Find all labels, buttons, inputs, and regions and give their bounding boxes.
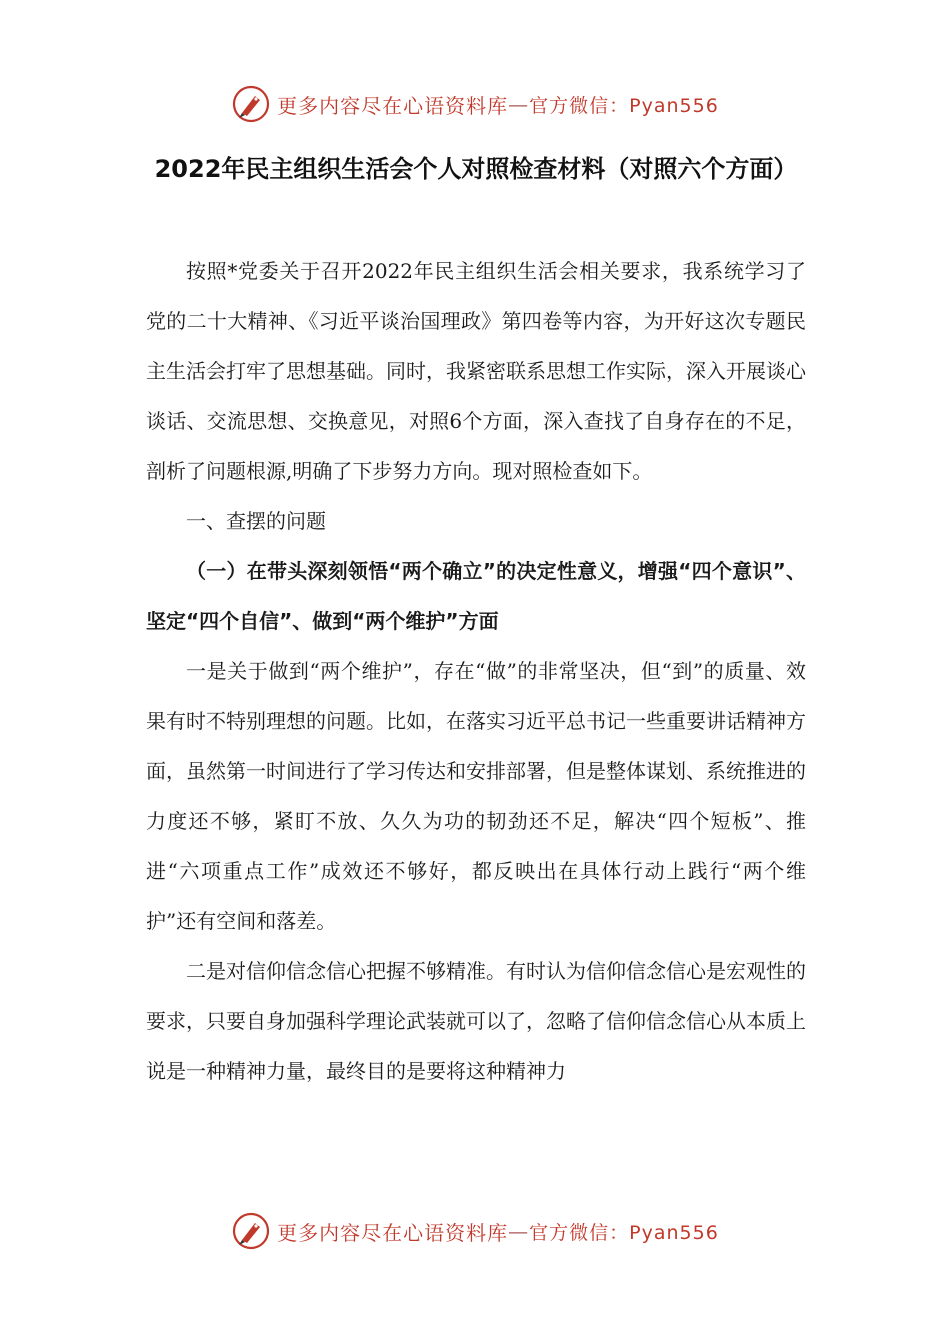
body-paragraph: 一是关于做到“两个维护”，存在“做”的非常坚决，但“到”的质量、效果有时不特别理想的问题。比如，在落实习近平总书记一些重要讲话精神方面，虽然第一时间进行了学习传达和安排部署，但是整体谋划、系统推进的力度还不够，紧盯不放、久久为功的韧劲还不足，解决“四个短板”、推进“六项重点工作”成效还不够好，都反映出在具体行动上践行“两个维护”还有空间和落差。 bbox=[146, 659, 806, 933]
banner-separator: — bbox=[508, 92, 530, 116]
banner-text: 更多内容尽在心语资料库 bbox=[277, 1220, 509, 1245]
section-heading: 一、查摆的问题 bbox=[186, 509, 326, 533]
body-paragraph: 二是对信仰信念信心把握不够精准。有时认为信仰信念信心是宏观性的要求，只要自身加强科学理论武装就可以了，忽略了信仰信念信心从本质上说是一种精神力量，最终目的是要将这种精神力 bbox=[146, 959, 806, 1083]
footer-banner bbox=[0, 1209, 950, 1253]
banner-contact: 官方微信：Pyan556 bbox=[529, 1221, 719, 1244]
document-title: 2022年民主组织生活会个人对照检查材料（对照六个方面） bbox=[154, 155, 798, 183]
pen-nib-logo-icon bbox=[231, 1211, 271, 1251]
banner-text: 更多内容尽在心语资料库 bbox=[277, 93, 509, 118]
banner-separator: — bbox=[508, 1219, 530, 1243]
intro-paragraph: 按照*党委关于召开2022年民主组织生活会相关要求，我系统学习了党的二十大精神、《习近平谈治国理政》第四卷等内容，为开好这次专题民主生活会打牢了思想基础。同时，我紧密联系思想工作实际，深入开展谈心谈话、交流思想、交换意见，对照6个方面，深入查找了自身存在的不足，剖析了问题根源,明确了下步努力方向。现对照检查如下。 bbox=[146, 259, 806, 483]
subsection-heading: （一）在带头深刻领悟“两个确立”的决定性意义，增强“四个意识”、坚定“四个自信”、做到“两个维护”方面 bbox=[146, 559, 806, 633]
banner-contact: 官方微信：Pyan556 bbox=[529, 94, 719, 117]
document-body bbox=[146, 246, 806, 1096]
header-banner bbox=[0, 82, 950, 126]
pen-nib-logo-icon bbox=[231, 84, 271, 124]
